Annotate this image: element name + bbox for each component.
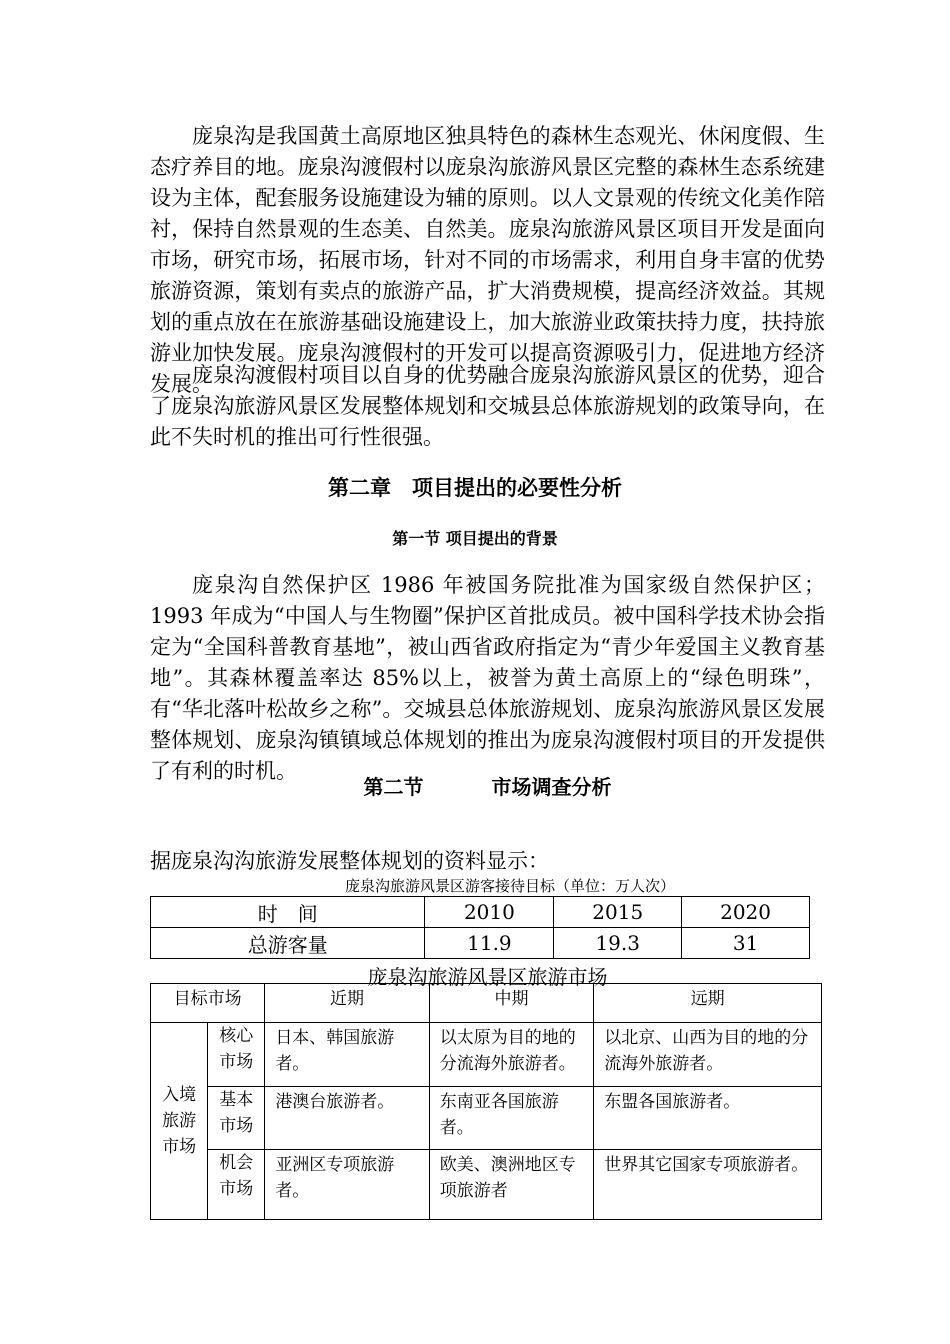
row-label-cell: 总游客量 [151,928,425,959]
table-header-row [151,984,822,1023]
lead-sentence: 据庞泉沟沟旅游发展整体规划的资料显示： [150,849,549,873]
mid-term-cell: 以太原为目的地的分流海外旅游者。 [429,1023,593,1087]
visitor-table-caption: 庞泉沟旅游风景区游客接待目标（单位：万人次） [344,877,675,895]
background-paragraph: 庞泉沟自然保护区 1986 年被国务院批准为国家级自然保护区；1993 年成为“中国人与生物圈”保护区首批成员。被中国科学技术协会指定为“全国科普教育基地”，被山西省政府指定为“青少年爱国主义教育基地”。其森林覆盖率达 85%以上，被誉为黄土高原上的“绿色明珠”，有“华北落叶松故乡之称”。交城县总体旅游规划、庞泉沟旅游风景区发展整体规划、庞泉沟镇镇域总体规划的推出为庞泉沟渡假村项目的开发提供了有利的时机。 [150,573,825,783]
near-term-cell: 亚洲区专项旅游者。 [265,1150,429,1220]
value-cell: 11.9 [425,928,554,959]
table-row [151,1087,822,1150]
value-cell: 31 [682,928,810,959]
section-1-heading: 第一节 项目提出的背景 [392,529,558,548]
header-cell: 近期 [265,984,429,1023]
market-type-cell: 机会市场 [208,1150,265,1220]
visitor-target-table [150,896,810,959]
market-type-cell: 核心市场 [208,1023,265,1087]
section-2-number: 第二节 [363,775,424,799]
header-cell: 2020 [682,897,810,928]
table-row [151,1150,822,1220]
section-2-title: 市场调查分析 [491,775,612,799]
group-label-cell: 入境旅游市场 [151,1023,208,1220]
table-row [151,1023,822,1087]
header-cell: 2010 [425,897,554,928]
mid-term-cell: 欧美、澳洲地区专项旅游者 [429,1150,593,1220]
table-row [151,928,810,959]
intro-paragraph-2: 庞泉沟渡假村项目以自身的优势融合庞泉沟旅游风景区的优势，迎合了庞泉沟旅游风景区发展整体规划和交城县总体旅游规划的政策导向，在此不失时机的推出可行性很强。 [150,363,825,449]
header-cell: 目标市场 [151,984,265,1023]
market-table [150,983,822,1220]
near-term-cell: 港澳台旅游者。 [265,1087,429,1150]
long-term-cell: 世界其它国家专项旅游者。 [594,1150,822,1220]
market-type-cell: 基本市场 [208,1087,265,1150]
header-cell: 时 间 [151,897,425,928]
mid-term-cell: 东南亚各国旅游者。 [429,1087,593,1150]
intro-paragraph-1: 庞泉沟是我国黄土高原地区独具特色的森林生态观光、休闲度假、生态疗养目的地。庞泉沟渡假村以庞泉沟旅游风景区完整的森林生态系统建设为主体，配套服务设施建设为辅的原则。以人文景观的传统文化美作陪衬，保持自然景观的生态美、自然美。庞泉沟旅游风景区项目开发是面向市场，研究市场，拓展市场，针对不同的市场需求，利用自身丰富的优势旅游资源，策划有卖点的旅游产品，扩大消费规模，提高经济效益。其规划的重点放在在旅游基础设施建设上，加大旅游业政策扶持力度，扶持旅游业加快发展。庞泉沟渡假村的开发可以提高资源吸引力，促进地方经济发展。 [150,124,825,396]
header-cell: 远期 [594,984,822,1023]
header-cell: 中期 [429,984,593,1023]
market-table-caption: 庞泉沟旅游风景区旅游市场 [367,965,608,989]
section-2-heading [0,771,950,800]
value-cell: 19.3 [554,928,682,959]
long-term-cell: 东盟各国旅游者。 [594,1087,822,1150]
table-header-row [151,897,810,928]
chapter-heading: 第二章 项目提出的必要性分析 [328,476,622,500]
header-cell: 2015 [554,897,682,928]
near-term-cell: 日本、韩国旅游者。 [265,1023,429,1087]
long-term-cell: 以北京、山西为目的地的分流海外旅游者。 [594,1023,822,1087]
